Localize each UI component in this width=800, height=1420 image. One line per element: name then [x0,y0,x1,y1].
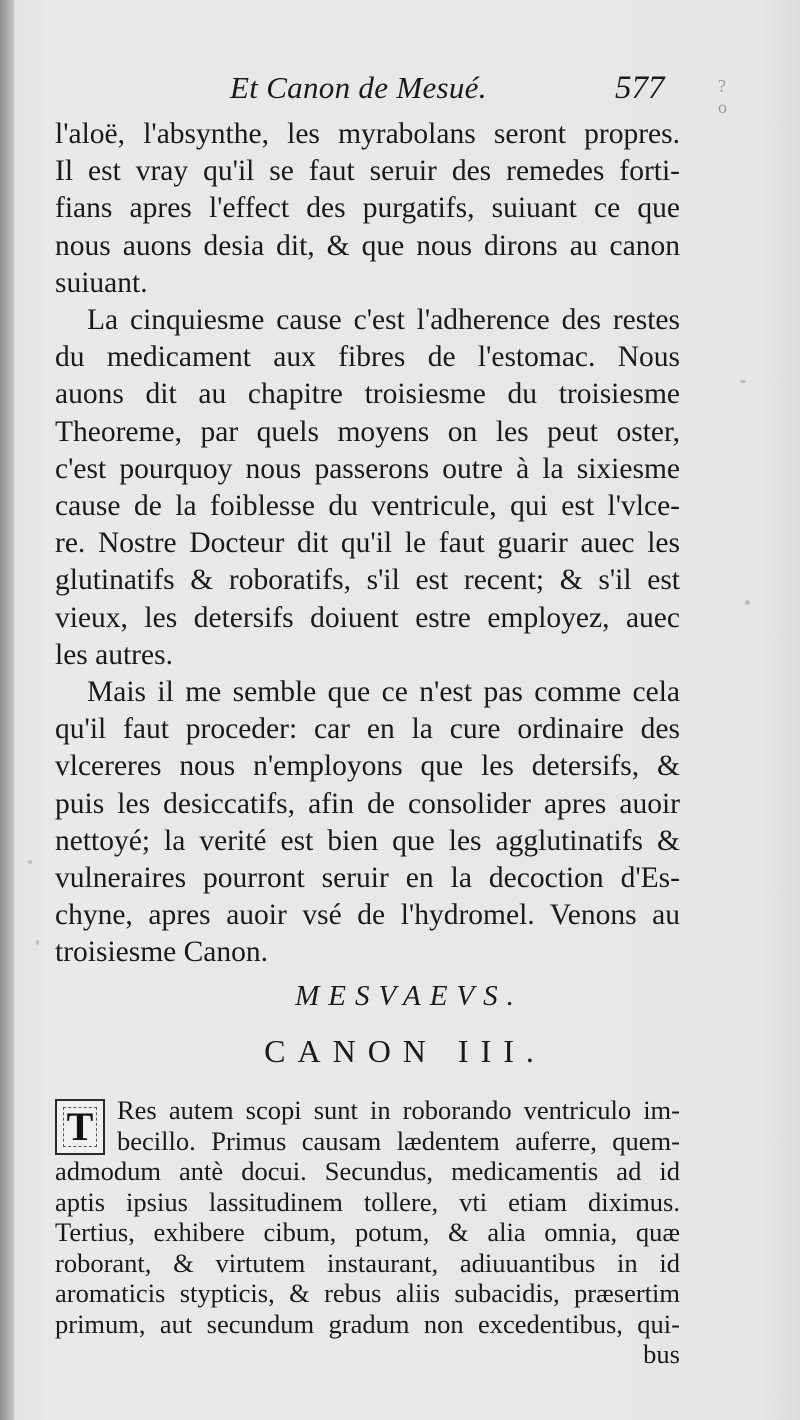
text-line: re. Nostre Docteur dit qu'il le faut guarir auec les [55,527,680,560]
latin-line: Res autem scopi sunt in roborando ventriculo im- [117,1095,680,1125]
paper-speck [740,380,746,383]
text-line: les autres. [55,638,173,671]
latin-line: bus [643,1339,680,1369]
latin-line: becillo. Primus causam lædentem auferre, quem- [117,1125,680,1156]
latin-line: admodum antè docui. Secundus, medicamentis ad id [55,1156,680,1186]
text-line: Theoreme, par quels moyens on les peut oster, [55,415,680,448]
dropcap-letter: T [66,1104,94,1149]
text-line: c'est pourquoy nous passerons outre à la sixiesme [55,452,680,485]
latin-line: Tertius, exhibere cibum, potum, & alia omnia, quæ [55,1217,680,1247]
latin-line: aromaticis stypticis, & rebus aliis subacidis, præsertim [55,1278,680,1308]
page-number: 577 [615,70,665,106]
text-line: l'aloë, l'absynthe, les myrabolans seront propres. [55,118,680,150]
latin-canon-text [55,1095,680,1370]
text-line: La cinquiesme cause c'est l'adherence des restes [87,304,680,337]
paragraph [55,116,680,302]
text-line: glutinatifs & roboratifs, s'il est recent; & s'il est [55,564,680,597]
text-line: qu'il faut proceder: car en la cure ordinaire des [55,713,680,746]
text-line: auons dit au chapitre troisiesme du troisiesme [55,378,680,411]
text-line: Mais il me semble que ce n'est pas comme cela [87,676,680,709]
latin-line: primum, aut secundum gradum non excedentibus, qui- [55,1308,680,1339]
text-line: troisiesme Canon. [55,936,269,969]
running-head: Et Canon de Mesué. [230,70,487,105]
text-line: vlcereres nous n'employons que les detersifs, & [55,750,680,783]
paper-speck [28,860,32,864]
latin-line: aptis ipsius lassitudinem tollere, vti etiam diximus. [55,1186,680,1217]
text-line: nettoyé; la verité est bien que les agglutinatifs & [55,824,680,857]
paper-speck [745,600,750,605]
paragraph [55,302,680,674]
text-line: puis les desiccatifs, afin de consolider apres auoir [55,787,680,820]
text-line: du medicament aux fibres de l'estomac. Nous [55,341,680,374]
text-line: Il est vray qu'il se faut seruir des remedes forti- [55,155,680,188]
text-line: chyne, apres auoir vsé de l'hydromel. Venons au [55,899,680,932]
paper-speck [36,940,39,945]
french-commentary-text [55,116,680,972]
text-line: suiuant. [55,266,148,299]
ornamental-dropcap [55,1099,105,1155]
section-author-heading: MESVAEVS. [295,980,523,1012]
page-header [230,70,730,117]
text-line: nous auons desia dit, & que nous dirons au canon [55,229,680,262]
paragraph [55,674,680,972]
text-line: vulneraires pourront seruir en la decoction d'Es- [55,862,680,895]
page-spine-shadow [0,0,14,1420]
latin-line: roborant, & virtutem instaurant, adiuuantibus in id [55,1247,680,1278]
text-line: fians apres l'effect des purgatifs, suiuant ce que [55,192,680,225]
margin-handwritten-mark: ?o [718,76,727,117]
canon-title-heading: CANON III. [264,1033,546,1069]
text-line: cause de la foiblesse du ventricule, qui est l'vlce- [55,490,680,523]
text-line: vieux, les detersifs doiuent estre employez, auec [55,601,680,634]
